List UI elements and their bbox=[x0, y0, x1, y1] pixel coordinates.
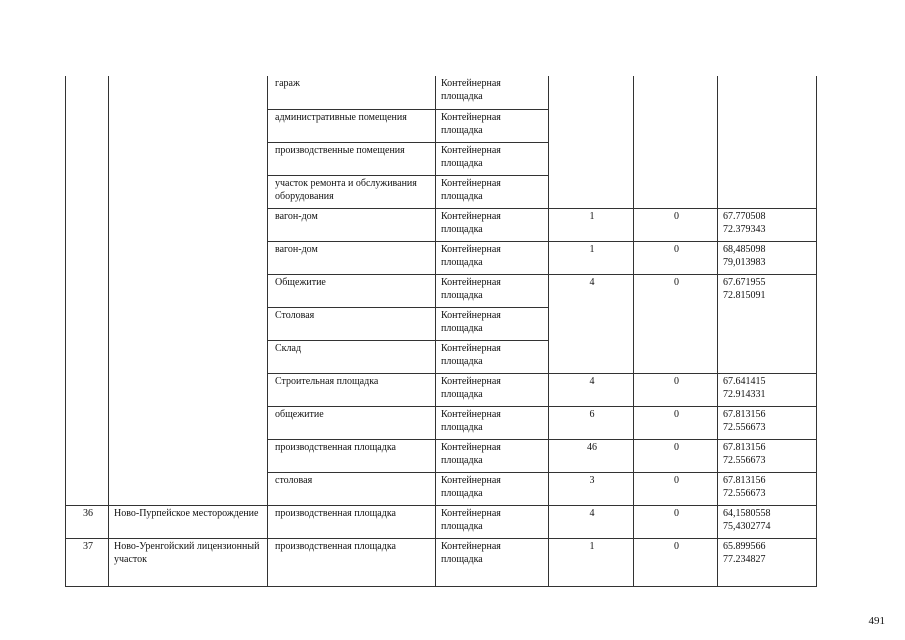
container-cell: Контейнерная площадка bbox=[436, 76, 549, 109]
separate-count-cell: 0 bbox=[634, 505, 718, 538]
waste-sites-table bbox=[65, 76, 817, 587]
coord-lon: 72.556673 bbox=[723, 454, 766, 466]
number-cell-empty bbox=[66, 76, 109, 505]
coords-cell bbox=[718, 274, 817, 373]
coord-lat: 64,1580558 bbox=[723, 507, 771, 519]
object-cell: производственная площадка bbox=[268, 505, 436, 538]
field-cell: Ново-Уренгойский лицензионный участок bbox=[109, 538, 268, 586]
number-cell: 37 bbox=[66, 538, 109, 586]
coord-lon: 72.815091 bbox=[723, 289, 766, 301]
coord-lat: 67.641415 bbox=[723, 375, 766, 387]
count-cell: 1 bbox=[549, 538, 634, 586]
coord-lat: 67.813156 bbox=[723, 408, 766, 420]
container-cell: Контейнерная площадка bbox=[436, 340, 549, 373]
object-cell: производственная площадка bbox=[268, 538, 436, 586]
container-cell: Контейнерная площадка bbox=[436, 373, 549, 406]
container-cell: Контейнерная площадка bbox=[436, 274, 549, 307]
object-cell: Строительная площадка bbox=[268, 373, 436, 406]
object-cell: вагон-дом bbox=[268, 208, 436, 241]
object-cell: производственная площадка bbox=[268, 439, 436, 472]
separate-count-cell: 0 bbox=[634, 472, 718, 505]
coords-cell bbox=[718, 538, 817, 586]
count-cell bbox=[549, 76, 634, 208]
object-cell: общежитие bbox=[268, 406, 436, 439]
coord-lon: 77.234827 bbox=[723, 553, 766, 565]
coords-cell bbox=[718, 76, 817, 208]
container-cell: Контейнерная площадка bbox=[436, 472, 549, 505]
field-cell: Ново-Пурпейское месторождение bbox=[109, 505, 268, 538]
page-number: 491 bbox=[868, 615, 885, 627]
separate-count-cell bbox=[634, 76, 718, 208]
separate-count-cell: 0 bbox=[634, 373, 718, 406]
container-cell: Контейнерная площадка bbox=[436, 241, 549, 274]
coord-lon: 72.379343 bbox=[723, 223, 766, 235]
separate-count-cell: 0 bbox=[634, 274, 718, 373]
count-cell: 3 bbox=[549, 472, 634, 505]
count-cell: 46 bbox=[549, 439, 634, 472]
coord-lon: 72.914331 bbox=[723, 388, 766, 400]
container-cell: Контейнерная площадка bbox=[436, 439, 549, 472]
count-cell: 1 bbox=[549, 241, 634, 274]
object-cell: столовая bbox=[268, 472, 436, 505]
separate-count-cell: 0 bbox=[634, 208, 718, 241]
count-cell: 6 bbox=[549, 406, 634, 439]
container-cell: Контейнерная площадка bbox=[436, 538, 549, 586]
separate-count-cell: 0 bbox=[634, 538, 718, 586]
coord-lat: 67.770508 bbox=[723, 210, 766, 222]
coord-lat: 68,485098 bbox=[723, 243, 766, 255]
count-cell: 4 bbox=[549, 274, 634, 373]
coord-lon: 79,013983 bbox=[723, 256, 766, 268]
object-cell: гараж bbox=[268, 76, 436, 109]
coord-lon: 75,4302774 bbox=[723, 520, 771, 532]
coord-lat: 67.813156 bbox=[723, 441, 766, 453]
count-cell: 1 bbox=[549, 208, 634, 241]
object-cell: участок ремонта и обслуживания оборудования bbox=[268, 175, 436, 208]
container-cell: Контейнерная площадка bbox=[436, 142, 549, 175]
separate-count-cell: 0 bbox=[634, 406, 718, 439]
coord-lat: 67.671955 bbox=[723, 276, 766, 288]
count-cell: 4 bbox=[549, 505, 634, 538]
coords-cell bbox=[718, 406, 817, 439]
container-cell: Контейнерная площадка bbox=[436, 109, 549, 142]
object-cell: Столовая bbox=[268, 307, 436, 340]
container-cell: Контейнерная площадка bbox=[436, 307, 549, 340]
table-row bbox=[66, 538, 817, 586]
object-cell: Общежитие bbox=[268, 274, 436, 307]
container-cell: Контейнерная площадка bbox=[436, 208, 549, 241]
count-cell: 4 bbox=[549, 373, 634, 406]
coords-cell bbox=[718, 505, 817, 538]
object-cell: административные помещения bbox=[268, 109, 436, 142]
coord-lon: 72.556673 bbox=[723, 487, 766, 499]
field-cell-empty bbox=[109, 76, 268, 505]
coords-cell bbox=[718, 439, 817, 472]
coords-cell bbox=[718, 208, 817, 241]
separate-count-cell: 0 bbox=[634, 439, 718, 472]
container-cell: Контейнерная площадка bbox=[436, 505, 549, 538]
coords-cell bbox=[718, 241, 817, 274]
object-cell: вагон-дом bbox=[268, 241, 436, 274]
coord-lat: 67.813156 bbox=[723, 474, 766, 486]
table-row bbox=[66, 505, 817, 538]
number-cell: 36 bbox=[66, 505, 109, 538]
container-cell: Контейнерная площадка bbox=[436, 175, 549, 208]
separate-count-cell: 0 bbox=[634, 241, 718, 274]
coords-cell bbox=[718, 472, 817, 505]
coord-lon: 72.556673 bbox=[723, 421, 766, 433]
table-row bbox=[66, 76, 817, 109]
coord-lat: 65.899566 bbox=[723, 540, 766, 552]
object-cell: производственные помещения bbox=[268, 142, 436, 175]
object-cell: Склад bbox=[268, 340, 436, 373]
container-cell: Контейнерная площадка bbox=[436, 406, 549, 439]
coords-cell bbox=[718, 373, 817, 406]
